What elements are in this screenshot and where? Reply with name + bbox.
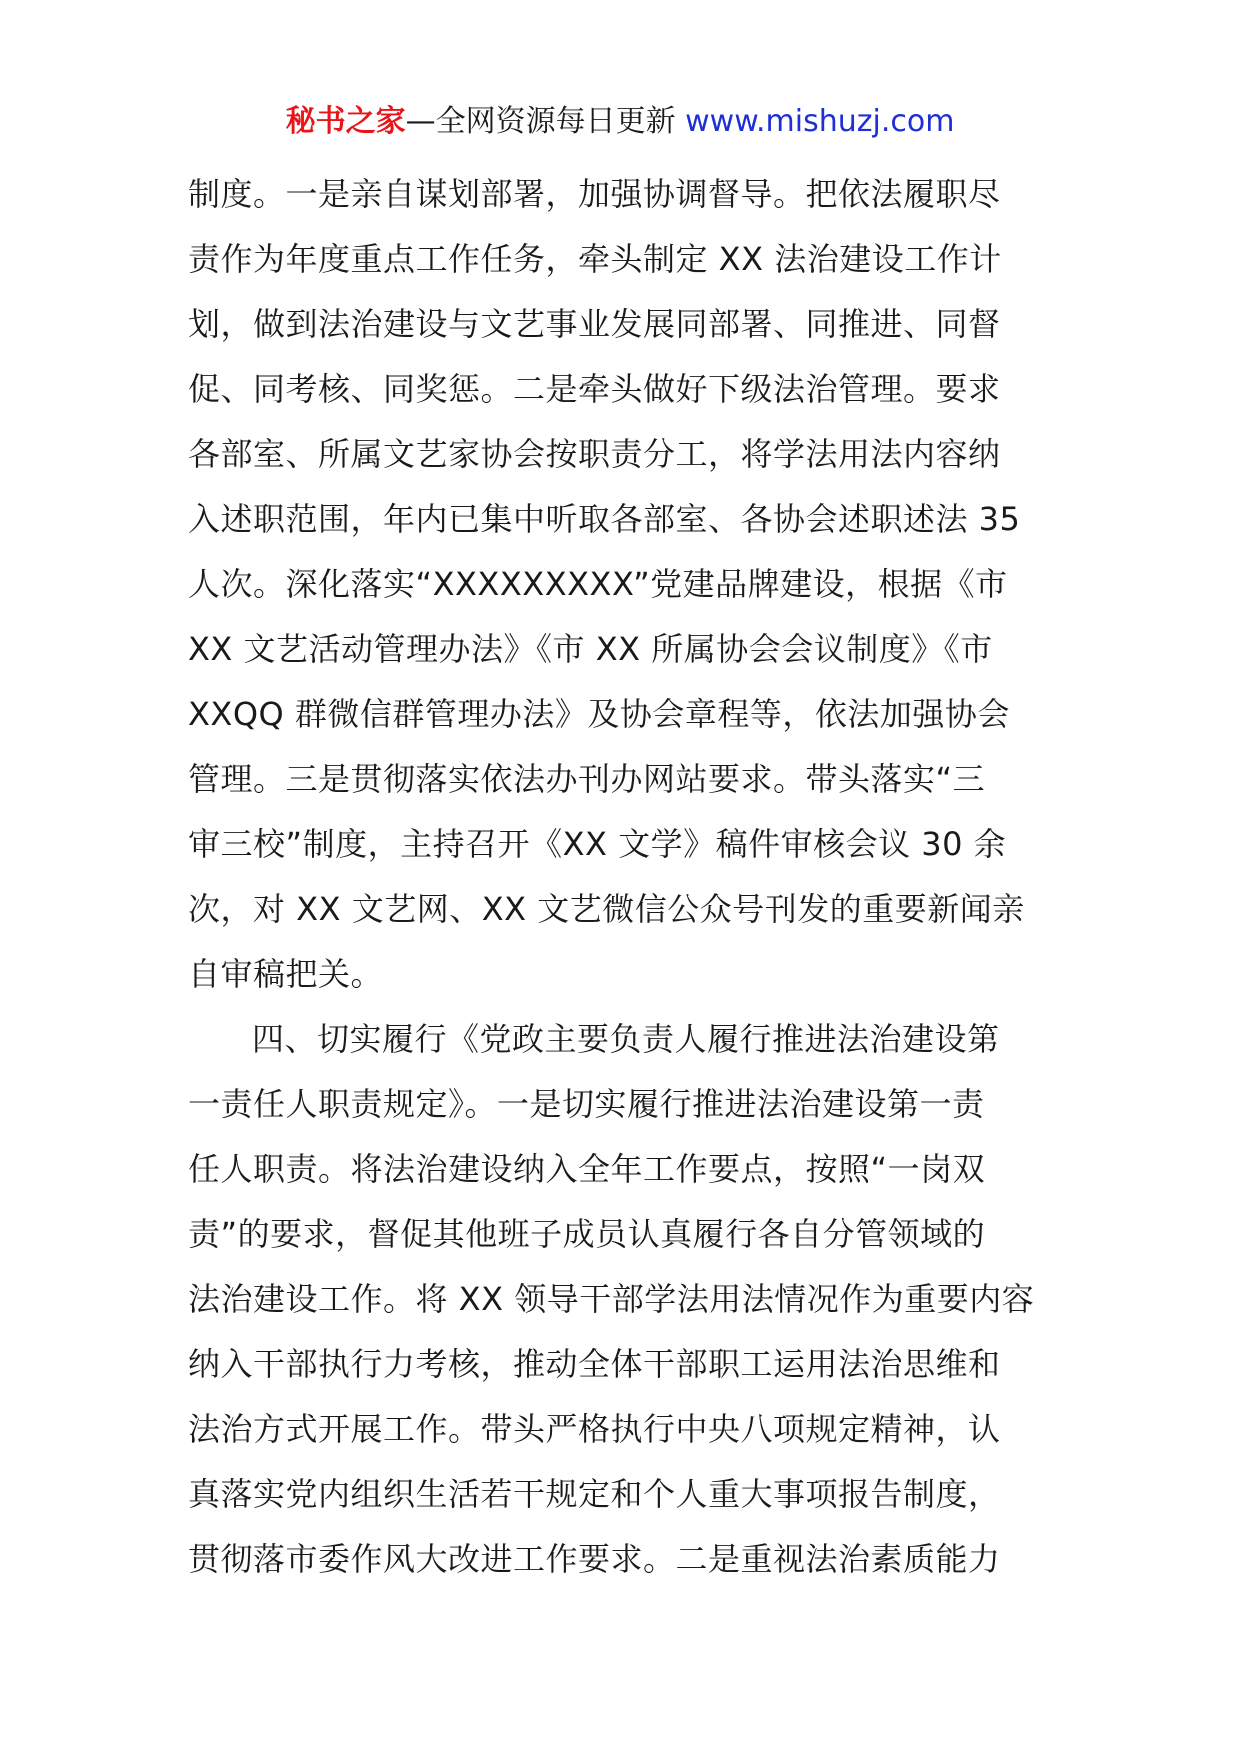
site-brand: 秘书之家 [285, 104, 406, 139]
paragraph-start-line: 四、切实履行《党政主要负责人履行推进法治建设第 [252, 1020, 1000, 1058]
text-line: 纳入干部执行力考核，推动全体干部职工运用法治思维和 [188, 1345, 1001, 1383]
document-body [188, 162, 1056, 1592]
text-line: 制度。一是亲自谋划部署，加强协调督导。把依法履职尽 [188, 175, 1001, 213]
text-line: 各部室、所属文艺家协会按职责分工，将学法用法内容纳 [188, 435, 1001, 473]
text-line: 自审稿把关。 [188, 955, 384, 993]
text-line: 审三校”制度，主持召开《XX 文学》稿件审核会议 30 余 [188, 825, 1007, 863]
text-line: 法治方式开展工作。带头严格执行中央八项规定精神，认 [188, 1410, 1001, 1448]
text-line: 促、同考核、同奖惩。二是牵头做好下级法治管理。要求 [188, 370, 1001, 408]
text-line: 责”的要求，督促其他班子成员认真履行各自分管领域的 [188, 1215, 986, 1253]
text-line: 管理。三是贯彻落实依法办刊办网站要求。带头落实“三 [188, 760, 986, 798]
text-line: 责作为年度重点工作任务，牵头制定 XX 法治建设工作计 [188, 240, 1002, 278]
text-line: 法治建设工作。将 XX 领导干部学法用法情况作为重要内容 [188, 1280, 1035, 1318]
text-line: 划，做到法治建设与文艺事业发展同部署、同推进、同督 [188, 305, 1001, 343]
text-line: 一责任人职责规定》。一是切实履行推进法治建设第一责 [188, 1085, 985, 1123]
text-line: 人次。深化落实“XXXXXXXXX”党建品牌建设，根据《市 [188, 565, 1008, 603]
text-line: 任人职责。将法治建设纳入全年工作要点，按照“一岗双 [188, 1150, 986, 1188]
site-slogan: —全网资源每日更新 [405, 104, 686, 139]
site-header [0, 100, 1240, 144]
text-line: 贯彻落市委作风大改进工作要求。二是重视法治素质能力 [188, 1540, 1001, 1578]
site-url-link[interactable]: www.mishuzj.com [685, 104, 955, 139]
text-line: XX 文艺活动管理办法》《市 XX 所属协会会议制度》《市 [188, 630, 993, 668]
text-line: 次，对 XX 文艺网、XX 文艺微信公众号刊发的重要新闻亲 [188, 890, 1025, 928]
text-line: 入述职范围，年内已集中听取各部室、各协会述职述法 35 [188, 500, 1021, 538]
text-line: XXQQ 群微信群管理办法》及协会章程等，依法加强协会 [188, 695, 1010, 733]
text-line: 真落实党内组织生活若干规定和个人重大事项报告制度， [188, 1475, 1001, 1513]
